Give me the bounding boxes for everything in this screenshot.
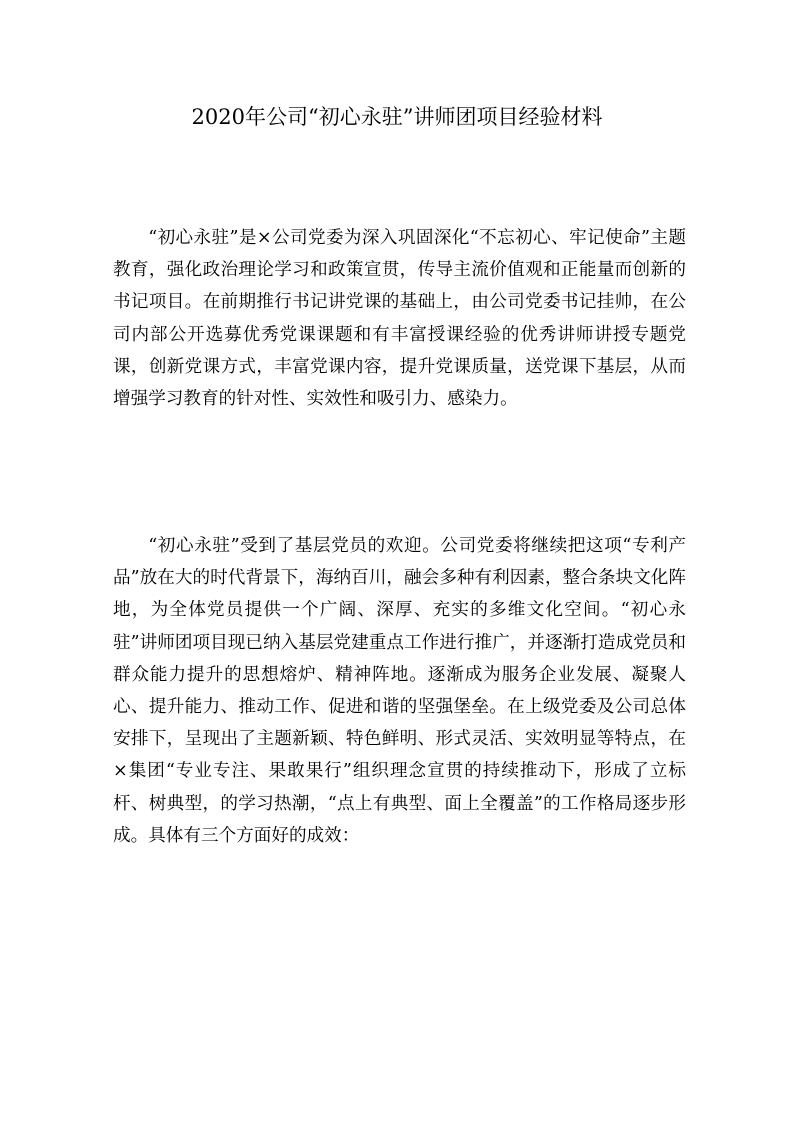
paragraph-1: “初心永驻”是×公司党委为深入巩固深化“不忘初心、牢记使命”主题教育，强化政治理论学习和政策宣贯，传导主流价值观和正能量而创新的书记项目。在前期推行书记讲党课的基础上，由公司党委书记挂帅，在公司内部公开选募优秀党课课题和有丰富授课经验的优秀讲师讲授专题党课，创新党课方式，丰富党课内容，提升党课质量，送党课下基层，从而增强学习教育的针对性、实效性和吸引力、感染力。 [113, 228, 686, 410]
document-title: 2020年公司“初心永驻”讲师团项目经验材料 [191, 105, 603, 129]
paragraph-2: “初心永驻”受到了基层党员的欢迎。公司党委将继续把这项“专利产品”放在大的时代背景下，海纳百川，融会多种有利因素，整合条块文化阵地，为全体党员提供一个广阔、深厚、充实的多维文化空间。“初心永驻”讲师团项目现已纳入基层党建重点工作进行推广，并逐渐打造成党员和群众能力提升的思想熔炉、精神阵地。逐渐成为服务企业发展、凝聚人心、提升能力、推动工作、促进和谐的坚强堡垒。在上级党委及公司总体安排下，呈现出了主题新颖、特色鲜明、形式灵活、实效明显等特点，在×集团“专业专注、果敢果行”组织理念宣贯的持续推动下，形成了立标杆、树典型，的学习热潮，“点上有典型、面上全覆盖”的工作格局逐步形成。具体有三个方面好的成效： [113, 536, 686, 846]
